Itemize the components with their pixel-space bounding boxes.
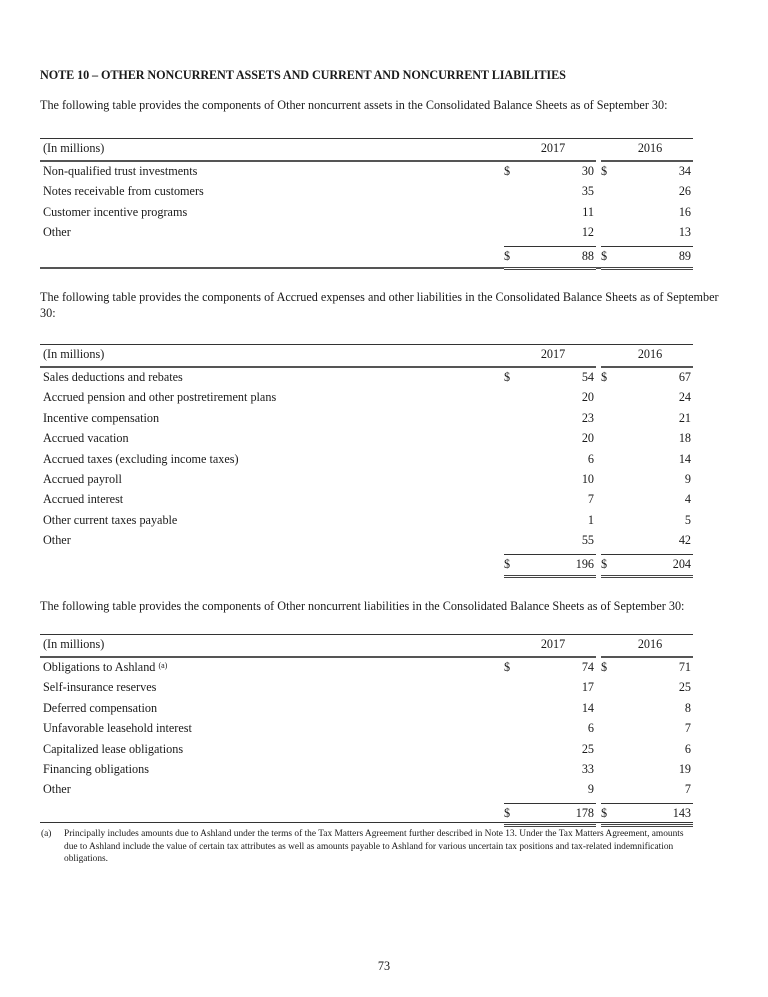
row-label: Accrued payroll	[43, 471, 122, 486]
table-row	[40, 533, 693, 554]
table-row	[40, 411, 693, 431]
value-2016: 7	[684, 782, 691, 797]
table-header-row	[40, 139, 693, 162]
value-2016: 14	[678, 451, 691, 466]
value-2017: 9	[587, 782, 594, 797]
footnote	[40, 822, 693, 866]
row-label: Other	[43, 782, 71, 797]
table-row	[40, 472, 693, 492]
unit-label: (In millions)	[40, 345, 504, 368]
currency-symbol: $	[504, 370, 511, 384]
total-2017: 196	[512, 554, 596, 576]
table-row	[40, 680, 693, 700]
footnote-marker: (a)	[41, 829, 52, 839]
footnote-text: Principally includes amounts due to Ashland under the terms of the Tax Matters Agreement further described in Note 13. Under the Tax Matters Agreement, amounts due to Ashland include the value of certain tax attributes as well as amounts payable to Ashland for various uncertain tax positions and tax-related indemnification obligations.	[64, 829, 684, 864]
value-2017: 55	[581, 533, 594, 548]
value-2017: 14	[581, 700, 594, 715]
total-2016: 204	[609, 554, 693, 576]
value-2016: 21	[678, 410, 691, 425]
value-2017: 33	[581, 761, 594, 776]
currency-symbol: $	[601, 803, 609, 825]
year-2017-header: 2017	[512, 345, 596, 368]
row-label: Accrued interest	[43, 492, 124, 507]
row-label: Accrued taxes (excluding income taxes)	[43, 451, 239, 466]
value-2017: 10	[581, 471, 594, 486]
value-2016: 8	[684, 700, 691, 715]
total-2017: 88	[512, 246, 596, 268]
table-row	[40, 492, 693, 512]
value-2017: 30	[581, 164, 594, 178]
row-label: Accrued pension and other postretirement plans	[43, 390, 277, 405]
value-2016: 42	[678, 533, 691, 548]
value-2017: 6	[587, 721, 594, 736]
row-label: Notes receivable from customers	[43, 184, 204, 199]
year-2017-header: 2017	[512, 635, 596, 658]
row-label: Non-qualified trust investments	[43, 164, 198, 178]
table-row	[40, 184, 693, 204]
row-label: Obligations to Ashland $^{(a)}$	[43, 660, 168, 674]
value-2016: 9	[684, 471, 691, 486]
value-2017: 25	[581, 741, 594, 756]
row-label: Financing obligations	[43, 761, 149, 776]
row-label: Sales deductions and rebates	[43, 370, 183, 384]
value-2017: 20	[581, 390, 594, 405]
value-2016: 67	[678, 370, 691, 384]
unit-label: (In millions)	[40, 139, 504, 162]
table-row	[40, 782, 693, 803]
note-title: NOTE 10 – OTHER NONCURRENT ASSETS AND CURRENT AND NONCURRENT LIABILITIES	[40, 68, 566, 82]
year-2016-header: 2016	[609, 139, 693, 162]
currency-symbol: $	[504, 554, 512, 576]
value-2017: 17	[581, 680, 594, 695]
table-2-intro: The following table provides the components of Accrued expenses and other liabilities in the Consolidated Balance Sheets as of September 30:	[40, 290, 719, 320]
currency-symbol: $	[601, 370, 608, 384]
row-label: Accrued vacation	[43, 431, 129, 446]
currency-symbol: $	[601, 164, 608, 178]
table-row	[40, 367, 693, 390]
total-row	[40, 246, 693, 268]
value-2016: 34	[678, 164, 691, 178]
currency-symbol: $	[504, 164, 511, 178]
value-2016: 71	[678, 660, 691, 674]
table-3-intro: The following table provides the components of Other noncurrent liabilities in the Consolidated Balance Sheets as of September 30:	[40, 599, 685, 613]
row-label: Deferred compensation	[43, 700, 158, 715]
table-1-intro: The following table provides the components of Other noncurrent assets in the Consolidated Balance Sheets as of September 30:	[40, 98, 668, 112]
value-2017: 6	[587, 451, 594, 466]
table-row	[40, 452, 693, 472]
value-2016: 16	[678, 204, 691, 219]
value-2017: 20	[581, 431, 594, 446]
page-number: 73	[377, 959, 391, 973]
currency-symbol: $	[601, 660, 608, 674]
value-2016: 5	[684, 512, 691, 527]
table-row	[40, 701, 693, 721]
table-row	[40, 205, 693, 225]
value-2017: 54	[581, 370, 594, 384]
other-noncurrent-liabilities-table	[40, 634, 693, 827]
currency-symbol: $	[504, 660, 511, 674]
value-2016: 25	[678, 680, 691, 695]
total-2017: 178	[512, 803, 596, 825]
value-2016: 26	[678, 184, 691, 199]
row-label: Other	[43, 533, 71, 548]
table-row	[40, 431, 693, 451]
value-2017: 23	[581, 410, 594, 425]
table-row	[40, 513, 693, 533]
row-label: Unfavorable leasehold interest	[43, 721, 192, 736]
currency-symbol: $	[504, 803, 512, 825]
value-2016: 7	[684, 721, 691, 736]
value-2016: 24	[678, 390, 691, 405]
value-2017: 74	[581, 660, 594, 674]
currency-symbol: $	[601, 554, 609, 576]
total-row	[40, 554, 693, 576]
table-row	[40, 390, 693, 410]
row-label: Capitalized lease obligations	[43, 741, 184, 756]
other-noncurrent-assets-table	[40, 138, 693, 270]
value-2016: 13	[678, 225, 691, 240]
row-label: Self-insurance reserves	[43, 680, 157, 695]
value-2016: 6	[684, 741, 691, 756]
total-2016: 143	[609, 803, 693, 825]
table-header-row	[40, 635, 693, 658]
year-2016-header: 2016	[609, 345, 693, 368]
row-label: Other current taxes payable	[43, 512, 178, 527]
value-2017: 7	[587, 492, 594, 507]
value-2017: 35	[581, 184, 594, 199]
table-row	[40, 161, 693, 184]
row-label: Customer incentive programs	[43, 204, 188, 219]
table-row	[40, 762, 693, 782]
table-row	[40, 225, 693, 246]
total-2016: 89	[609, 246, 693, 268]
table-row	[40, 721, 693, 741]
table-row	[40, 742, 693, 762]
footnote-reference: (a)	[158, 661, 168, 670]
value-2016: 18	[678, 431, 691, 446]
year-2017-header: 2017	[512, 139, 596, 162]
unit-label: (In millions)	[40, 635, 504, 658]
value-2017: 1	[587, 512, 594, 527]
row-label: Other	[43, 225, 71, 240]
value-2017: 12	[581, 225, 594, 240]
table-row	[40, 657, 693, 680]
row-label: Incentive compensation	[43, 410, 160, 425]
currency-symbol: $	[504, 246, 512, 268]
value-2017: 11	[582, 204, 594, 219]
value-2016: 19	[678, 761, 691, 776]
accrued-expenses-table	[40, 344, 693, 578]
currency-symbol: $	[601, 246, 609, 268]
table-header-row	[40, 345, 693, 368]
year-2016-header: 2016	[609, 635, 693, 658]
value-2016: 4	[684, 492, 691, 507]
